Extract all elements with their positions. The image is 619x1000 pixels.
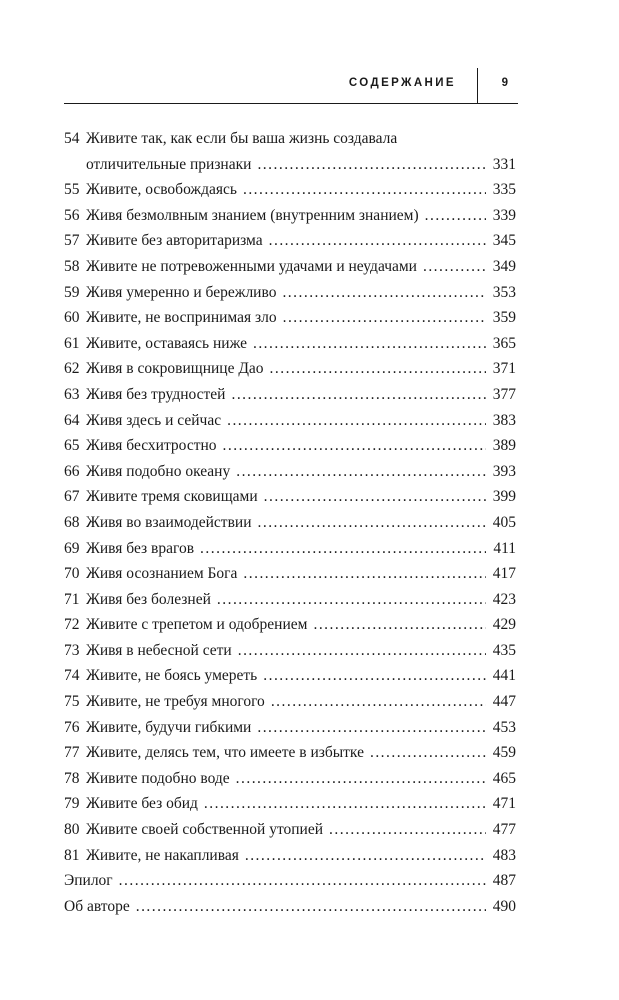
toc-entry-title: отличительные признаки bbox=[86, 155, 252, 173]
toc-entry-title: Живите, не накапливая bbox=[86, 846, 239, 864]
toc-entry-title: Живя безмолвным знанием (внутренним знанием) bbox=[86, 206, 419, 224]
toc-entry-title: Живя осознанием Бога bbox=[86, 565, 238, 583]
toc-entry-page: 335 bbox=[492, 181, 516, 199]
toc-entry-title: Живя подобно океану bbox=[86, 462, 231, 480]
toc-entry-number: 58 bbox=[64, 257, 80, 275]
toc-entry bbox=[64, 510, 516, 536]
toc-entry-title: Живя умеренно и бережливо bbox=[86, 283, 277, 301]
toc-entry-title: Эпилог bbox=[64, 872, 113, 890]
toc-entry-number: 56 bbox=[64, 206, 80, 224]
toc-entry-number: 70 bbox=[64, 565, 80, 583]
toc-entry-page: 353 bbox=[492, 283, 516, 301]
toc-entry-number: 76 bbox=[64, 718, 80, 736]
dot-leader bbox=[263, 663, 486, 689]
toc-entry-page: 393 bbox=[492, 462, 516, 480]
toc-entry-title: Живя во взаимодействии bbox=[86, 513, 252, 531]
dot-leader bbox=[245, 843, 486, 869]
toc-entry-number: 74 bbox=[64, 667, 80, 685]
toc-entry-title: Живя бесхитростно bbox=[86, 437, 217, 455]
dot-leader bbox=[236, 766, 486, 792]
toc-entry-title: Живя в сокровищнице Дао bbox=[86, 360, 264, 378]
toc-entry-title: Живите не потревоженными удачами и неудачами bbox=[86, 257, 417, 275]
dot-leader bbox=[253, 331, 486, 357]
header-separator bbox=[477, 68, 478, 103]
toc-entry-page: 331 bbox=[492, 155, 516, 173]
dot-leader bbox=[136, 894, 486, 920]
toc-entry-number: 60 bbox=[64, 309, 80, 327]
toc-entry-title: Живя без врагов bbox=[86, 539, 195, 557]
dot-leader bbox=[282, 280, 486, 306]
dot-leader bbox=[243, 177, 486, 203]
toc-entry-number: 65 bbox=[64, 437, 80, 455]
toc-entry bbox=[64, 280, 516, 306]
toc-entry-title: Живите так, как если бы ваша жизнь создавала bbox=[86, 130, 398, 147]
toc-entry-page: 339 bbox=[492, 206, 516, 224]
dot-leader bbox=[423, 254, 486, 280]
dot-leader bbox=[227, 408, 486, 434]
toc-entry-number: 61 bbox=[64, 334, 80, 352]
toc-entry-number: 75 bbox=[64, 693, 80, 711]
toc-entry bbox=[64, 305, 516, 331]
dot-leader bbox=[238, 638, 486, 664]
dot-leader bbox=[204, 791, 486, 817]
toc-entry-number: 81 bbox=[64, 846, 80, 864]
dot-leader bbox=[119, 868, 486, 894]
toc-entry bbox=[64, 663, 516, 689]
toc-entry-title: Живя здесь и сейчас bbox=[86, 411, 222, 429]
toc-entry bbox=[64, 689, 516, 715]
toc-entry-page: 429 bbox=[492, 616, 516, 634]
toc-entry-page: 383 bbox=[492, 411, 516, 429]
table-of-contents bbox=[64, 126, 516, 919]
toc-entry-page: 365 bbox=[492, 334, 516, 352]
dot-leader bbox=[425, 203, 486, 229]
toc-entry bbox=[64, 484, 516, 510]
toc-entry-number: 67 bbox=[64, 488, 80, 506]
toc-entry-page: 359 bbox=[492, 309, 516, 327]
toc-entry-number: 55 bbox=[64, 181, 80, 199]
toc-entry-title: Живите, делясь тем, что имеете в избытке bbox=[86, 744, 364, 762]
toc-entry-title: Живите, не боясь умереть bbox=[86, 667, 258, 685]
toc-entry-page: 377 bbox=[492, 385, 516, 403]
dot-leader bbox=[269, 228, 486, 254]
toc-entry bbox=[64, 382, 516, 408]
toc-entry-number: 69 bbox=[64, 539, 80, 557]
toc-entry-number: 57 bbox=[64, 232, 80, 250]
toc-entry-page: 417 bbox=[492, 565, 516, 583]
dot-leader bbox=[236, 459, 486, 485]
toc-entry-title: Живите, не требуя многого bbox=[86, 693, 265, 711]
toc-entry bbox=[64, 791, 516, 817]
toc-entry bbox=[64, 740, 516, 766]
dot-leader bbox=[243, 561, 486, 587]
page-header bbox=[64, 68, 518, 104]
toc-entry-number: 78 bbox=[64, 769, 80, 787]
toc-entry-number: 79 bbox=[64, 795, 80, 813]
toc-entry bbox=[64, 612, 516, 638]
toc-entry-page: 399 bbox=[492, 488, 516, 506]
toc-entry-page: 411 bbox=[493, 539, 516, 557]
toc-entry bbox=[64, 638, 516, 664]
toc-entry-number: 68 bbox=[64, 513, 80, 531]
toc-entry-number: 64 bbox=[64, 411, 80, 429]
dot-leader bbox=[258, 510, 487, 536]
toc-entry-page: 447 bbox=[492, 693, 516, 711]
toc-entry bbox=[64, 126, 516, 152]
dot-leader bbox=[270, 356, 486, 382]
toc-entry-page: 477 bbox=[492, 821, 516, 839]
toc-entry bbox=[64, 203, 516, 229]
toc-entry-page: 405 bbox=[492, 513, 516, 531]
toc-entry-continuation bbox=[64, 152, 516, 178]
toc-entry-title: Живите без обид bbox=[86, 795, 198, 813]
toc-entry-page: 441 bbox=[492, 667, 516, 685]
dot-leader bbox=[329, 817, 486, 843]
toc-entry bbox=[64, 536, 516, 562]
toc-entry-title: Живите своей собственной утопией bbox=[86, 821, 324, 839]
toc-entry bbox=[64, 561, 516, 587]
dot-leader bbox=[257, 152, 486, 178]
toc-entry-page: 371 bbox=[492, 360, 516, 378]
toc-entry-number: 54 bbox=[64, 130, 80, 147]
toc-entry bbox=[64, 587, 516, 613]
toc-entry-number: 66 bbox=[64, 462, 80, 480]
toc-entry-title: Живя без трудностей bbox=[86, 385, 226, 403]
toc-entry bbox=[64, 459, 516, 485]
toc-entry-title: Живите, не воспринимая зло bbox=[86, 309, 277, 327]
toc-entry bbox=[64, 254, 516, 280]
toc-entry bbox=[64, 433, 516, 459]
toc-entry-title: Живите без авторитаризма bbox=[86, 232, 263, 250]
toc-entry bbox=[64, 331, 516, 357]
toc-entry-title: Живите подобно воде bbox=[86, 769, 230, 787]
toc-entry bbox=[64, 843, 516, 869]
running-head: СОДЕРЖАНИЕ bbox=[348, 77, 456, 89]
dot-leader bbox=[283, 305, 486, 331]
toc-entry bbox=[64, 356, 516, 382]
toc-entry-page: 459 bbox=[492, 744, 516, 762]
dot-leader bbox=[257, 715, 486, 741]
toc-entry bbox=[64, 408, 516, 434]
toc-entry-title: Живите тремя сковищами bbox=[86, 488, 258, 506]
toc-entry-page: 349 bbox=[492, 257, 516, 275]
toc-entry-number: 77 bbox=[64, 744, 80, 762]
toc-entry bbox=[64, 177, 516, 203]
toc-entry-number: 71 bbox=[64, 590, 80, 608]
toc-entry-number: 80 bbox=[64, 821, 80, 839]
toc-entry bbox=[64, 766, 516, 792]
toc-entry-title: Живя без болезней bbox=[86, 590, 211, 608]
dot-leader bbox=[231, 382, 486, 408]
toc-entry bbox=[64, 894, 516, 920]
dot-leader bbox=[223, 433, 486, 459]
dot-leader bbox=[200, 536, 486, 562]
toc-entry bbox=[64, 817, 516, 843]
toc-entry-title: Живите с трепетом и одобрением bbox=[86, 616, 308, 634]
page-number: 9 bbox=[501, 77, 508, 89]
toc-entry-page: 453 bbox=[492, 718, 516, 736]
dot-leader bbox=[271, 689, 486, 715]
toc-entry-title: Об авторе bbox=[64, 897, 130, 915]
toc-entry-page: 423 bbox=[492, 590, 516, 608]
dot-leader bbox=[370, 740, 486, 766]
toc-entry-title: Живите, освобождаясь bbox=[86, 181, 237, 199]
toc-entry-title: Живите, будучи гибкими bbox=[86, 718, 252, 736]
dot-leader bbox=[264, 484, 486, 510]
toc-entry bbox=[64, 868, 516, 894]
toc-entry-page: 487 bbox=[492, 872, 516, 890]
toc-entry-page: 471 bbox=[492, 795, 516, 813]
toc-entry-page: 483 bbox=[492, 846, 516, 864]
toc-entry-title: Живя в небесной сети bbox=[86, 641, 232, 659]
toc-entry-number: 59 bbox=[64, 283, 80, 301]
header-rule bbox=[64, 103, 518, 104]
toc-entry-page: 490 bbox=[492, 897, 516, 915]
toc-entry-number: 63 bbox=[64, 385, 80, 403]
toc-entry-number: 62 bbox=[64, 360, 80, 378]
dot-leader bbox=[217, 587, 486, 613]
toc-entry bbox=[64, 715, 516, 741]
toc-entry-number: 73 bbox=[64, 641, 80, 659]
toc-entry-page: 389 bbox=[492, 437, 516, 455]
toc-entry-number: 72 bbox=[64, 616, 80, 634]
toc-entry bbox=[64, 228, 516, 254]
toc-entry-title: Живите, оставаясь ниже bbox=[86, 334, 247, 352]
toc-entry-page: 345 bbox=[492, 232, 516, 250]
toc-entry-page: 465 bbox=[492, 769, 516, 787]
dot-leader bbox=[313, 612, 486, 638]
toc-entry-page: 435 bbox=[492, 641, 516, 659]
